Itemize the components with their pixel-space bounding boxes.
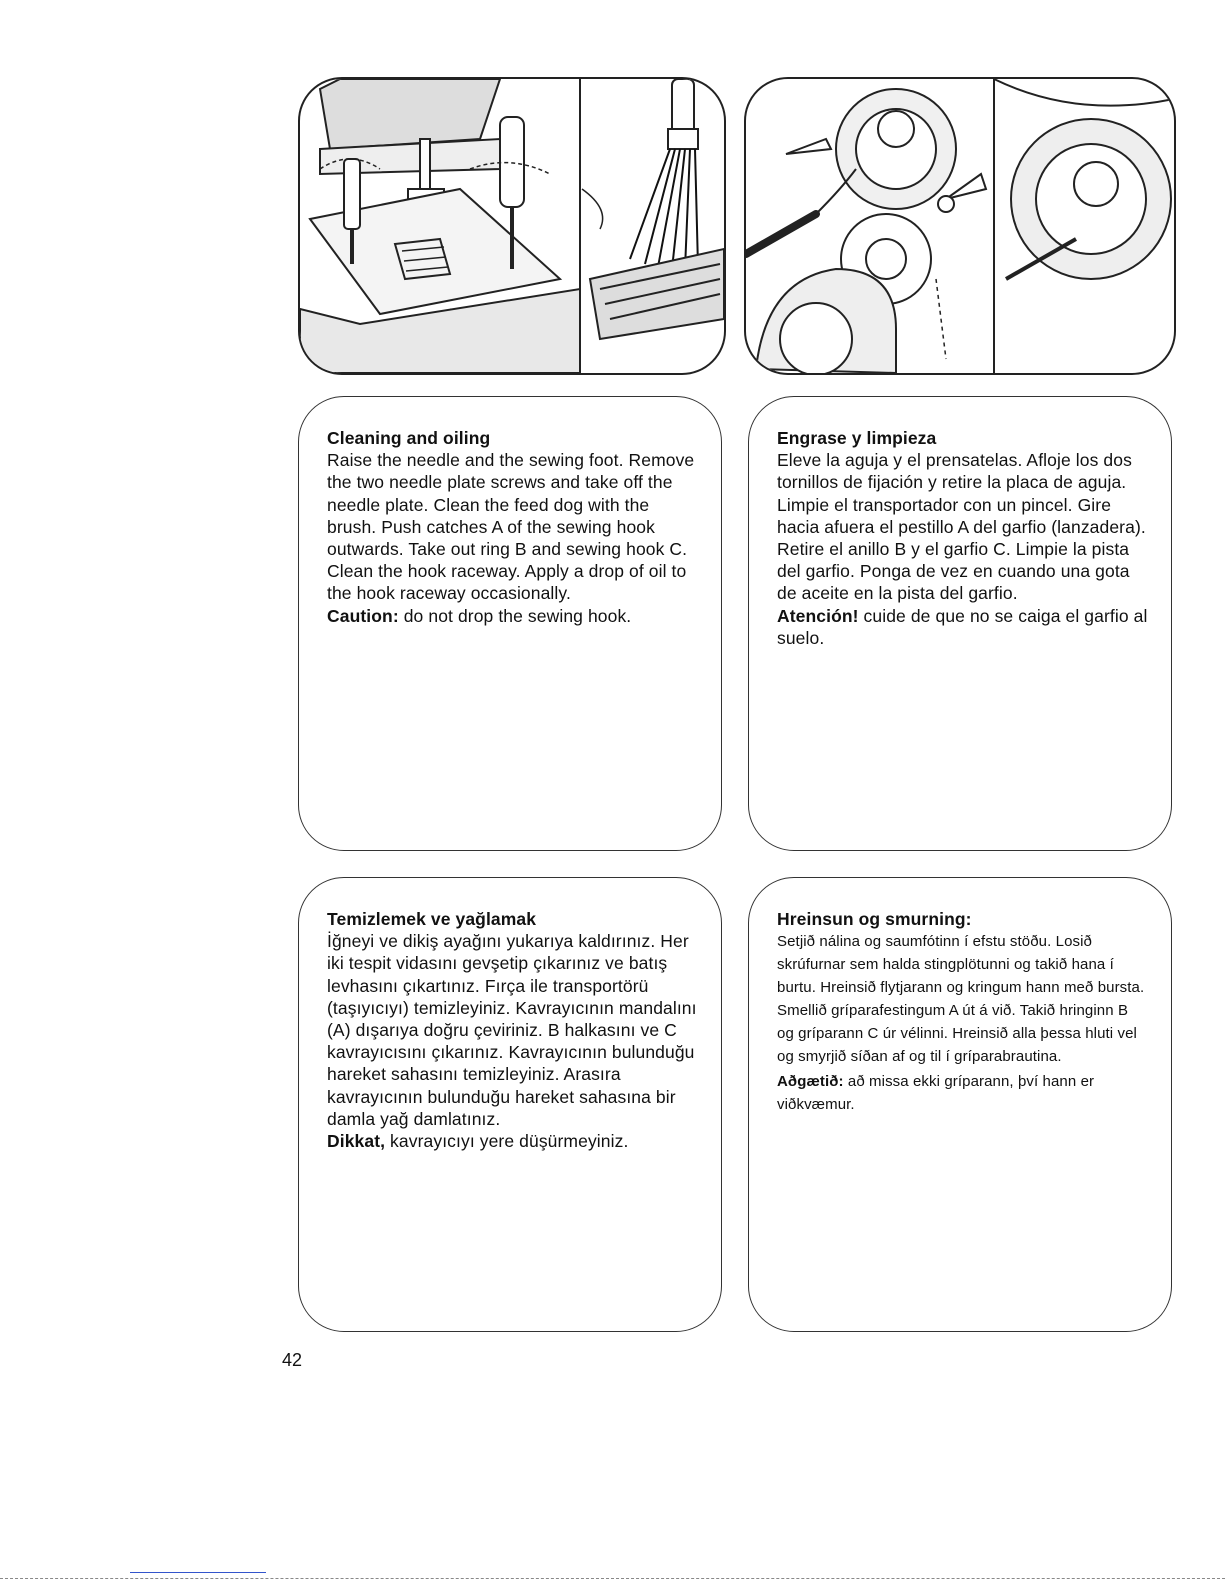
panel-english bbox=[298, 396, 722, 851]
section-body-spanish bbox=[777, 449, 1149, 649]
section-title-spanish: Engrase y limpieza bbox=[777, 428, 937, 448]
caution-text: að missa ekki gríparann, því hann er viðkvæmur. bbox=[777, 1073, 1095, 1114]
hook-assembly-icon bbox=[746, 79, 1174, 373]
needle-plate-screwdriver-icon bbox=[300, 79, 724, 373]
panel-spanish bbox=[748, 396, 1172, 851]
section-body-english bbox=[327, 449, 699, 627]
instruction-text: Eleve la aguja y el prensatelas. Afloje los dos tornillos de fijación y retire la placa de aguja. Limpie el transportador con un pincel. Gire hacia afuera el pestillo A del garfio (lanzadera). Retire el anillo B y el garfio C. Limpie la pista del garfio. Ponga de vez en cuando una gota de aceite en la pista del garfio. bbox=[777, 450, 1146, 604]
caution-label: Aðgætið: bbox=[777, 1073, 844, 1091]
scan-edge-line bbox=[0, 1578, 1225, 1579]
caution-text: do not drop the sewing hook. bbox=[398, 605, 632, 626]
caution-label: Dikkat, bbox=[327, 1131, 386, 1152]
panel-icelandic bbox=[748, 877, 1172, 1332]
section-title-turkish: Temizlemek ve yağlamak bbox=[327, 909, 537, 929]
instruction-text: Setjið nálina og saumfótinn í efstu stöðu. Losið skrúfurnar sem halda stingplötunni og takið hana í burtu. Hreinsið flytjarann og kringum hann með bursta. Smellið gríparafestingum A út á við. Takið hringinn B og gríparann C úr vélinni. Hreinsið alla þessa hluti vel og smyrjið síðan af og til í gríparabrautina. bbox=[777, 933, 1145, 1066]
caution-text: kavrayıcıyı yere düşürmeyiniz. bbox=[385, 1131, 629, 1152]
section-body-icelandic bbox=[777, 930, 1149, 1116]
section-body-turkish bbox=[327, 930, 699, 1152]
instruction-text: İğneyi ve dikiş ayağını yukarıya kaldırınız. Her iki tespit vidasını gevşetip çıkarınız ve batış levhasını çıkartınız. Fırça ile transportörü (taşıyıcıyı) temizleyiniz. Kavrayıcının mandalını (A) dışarıya doğru çeviriniz. B halkasını ve C kavrayıcısını çıkarınız. Kavrayıcının bulunduğu hareket sahasını temizleyiniz. Arasıra kavrayıcının bulunduğu hareket sahasına bir damla yağ damlatınız. bbox=[327, 931, 697, 1129]
illustration-needle-plate bbox=[298, 77, 726, 375]
caution-text: cuide de que no se caiga el garfio al suelo. bbox=[777, 605, 1148, 648]
caution-label: Atención! bbox=[777, 605, 859, 626]
instruction-text: Raise the needle and the sewing foot. Remove the two needle plate screws and take off the needle plate. Clean the feed dog with the brush. Push catches A of the sewing hook outwards. Take out ring B and sewing hook C. Clean the hook raceway. Apply a drop of oil to the hook raceway occasionally. bbox=[327, 450, 695, 604]
scan-artifact-line bbox=[130, 1572, 266, 1573]
illustration-hook-assembly bbox=[744, 77, 1176, 375]
section-title-icelandic: Hreinsun og smurning: bbox=[777, 909, 972, 929]
section-title-english: Cleaning and oiling bbox=[327, 428, 491, 448]
caution-label: Caution: bbox=[327, 605, 399, 626]
panel-turkish bbox=[298, 877, 722, 1332]
page-number: 42 bbox=[282, 1350, 303, 1370]
